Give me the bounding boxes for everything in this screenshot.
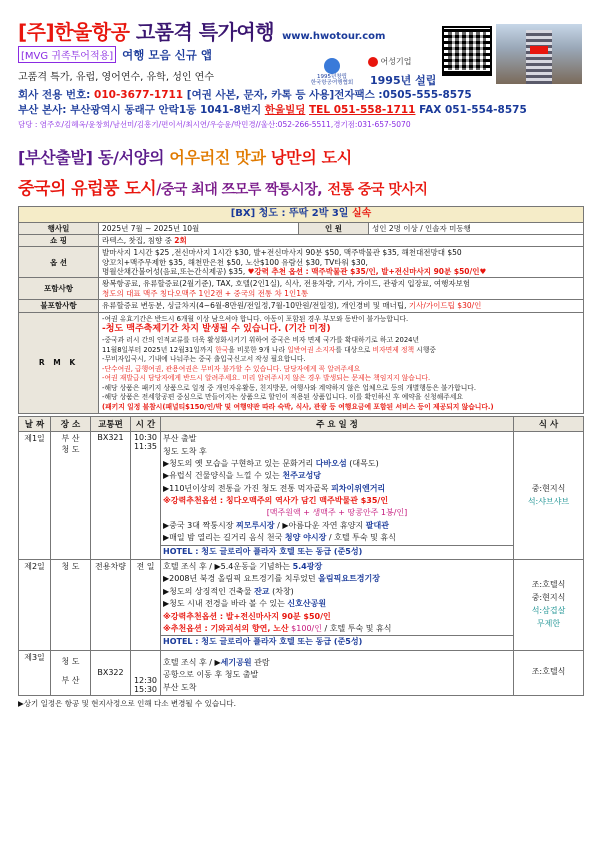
app-tagline: 여행 모음 신규 앱	[122, 47, 212, 62]
company-header	[18, 16, 584, 131]
association-logo: 1995년창립 한국항공여행협회	[302, 58, 362, 86]
address-line: 부산 본사: 부산광역시 동래구 안락1동 1041-8번지 한울빌딩 TEL 051-558-1711 FAX 051-554-8575	[18, 104, 527, 116]
shopping-value: 라텍스, 찻집, 침향 중 2회	[99, 234, 584, 246]
day-2-meals: 조:호텔식 중:현지식 석:삼겹살 무제한	[514, 560, 584, 651]
product-info-table: [BX] 청도 : 뚜딱 2박 3일 실속 행사일 2025년 7월 ~ 2025년 10월 인 원 성인 2명 이상 / 인솔자 미동행 쇼 핑 라텍스, 찻집, 침향 중 2회 옵 션 발마사지 1시간 $25 ,전신마사지 1시간 $30, 발+전신마사지 90분 $50, 맥주박물관 $35, 해천대전망대 $50 양꼬치+맥주무제한 $35, 해천만은천 $50, 노산$100 유람선 $30, TV타워 $30, 명월산채간불어성(음료,또는간식제공) $35, ♥강력 추천 옵션 : 맥주박물관 $35/인, 발+전신마사지 90분 $50/인♥ 포함사항 왕복항공료, 유류할증료(2월기준), TAX, 호텔(2인1실), 식사, 전용차량, 기사, 가이드, 관광지 입장료, 여행자보험 청도의 대표 맥주 칭다오맥주 1인2캔 + 중국의 전통 차 1인1통 불포함사항 유류할증료 변동분, 싱글차지(4~6월-8만원/전일정,7월-10만원/전일정), 개인경비 및 매너팁, 기사/가이드팁 $30/인 R M K -여권 유효기간은 반드시 6개월 이상 남으셔야 합니다. 아동이 포함된 경우 부모와 동반이 불가능합니다. -청도 맥주축제기간 차지 발생될 수 있습니다. (기간 미정) -중국과 러시 간의 인적교류를 더욱 활성화시키기 위하여 중국은 비자 면제 국가를 확대하기로 하고 2024년 11월8일부터 2025년 12월31일까지 한국을 비롯한 9개 나라 일반여권 소지자를 대상으로 비자면제 정책 시행중 -무비자입국시, 기내에 나눠주는 중국 출입국신고서 작성 필요합니다. -단수여권, 급행여권, 관용여권은 무비자 불가할 수 있습니다. 담당자에게 꼭 알려주세요 -여권 재발급시 담당자에게 반드시 알려주세요. 미리 알려주시지 않은 경우 발생되는 문제는 책임지지 않습니다. -해당 상품은 패키지 상품으로 일정 중 개인자유활동, 친지방문, 여행사와 계약하지 않은 업체으로 등의 개별행동은 불가합니다. -해당 상품은 전세항공편 중심으로 만들어지는 상품으로 할인이 적용된 상품입니다. 이를 확인하신 후 예약을 신청해주세요 (패키지 일정 불참시(패널티$150/인/박 및 여행약관 따라 숙박, 식사, 관광 등 여행요금에 포함된 서비스 등이 제공되지 않습니다.)	[18, 206, 584, 414]
website-link[interactable]: www.hwotour.com	[282, 31, 386, 42]
building-photo	[496, 24, 582, 84]
headline-2: 중국의 유럽풍 도시/중국 최대 쯔모루 짝퉁시장, 전통 중국 맛사지	[18, 179, 428, 199]
pax-value: 성인 2명 이상 / 인솔자 미동행	[369, 222, 584, 234]
association-logo-icon	[324, 58, 340, 74]
day-3-itinerary: 호텔 조식 후 / ▶세기공원 관람 공항으로 이동 후 청도 출발 부산 도착	[161, 650, 514, 695]
phone-number[interactable]: 010-3677-1711	[94, 89, 184, 101]
services-line: 고품격 특가, 유럽, 영어연수, 유학, 성인 연수	[18, 72, 215, 83]
qr-code-icon[interactable]	[442, 26, 492, 76]
schedule-footnote: ▶상기 일정은 항공 및 현지사정으로 인해 다소 변경될 수 있습니다.	[18, 698, 236, 708]
schedule-day-3: 제3일 청 도 부 산 BX322 12:30 15:30 호텔 조식 후 / ▶세기공원 관람 공항으로 이동 후 청도 출발 부산 도착 조:호텔식	[19, 650, 584, 695]
schedule-day-2: 제2일 청 도 전용차량 전 일 호텔 조식 후 / ▶5.4운동을 기념하는 5.4광장 ▶2008년 북경 올림픽 요트경기를 치루었던 올림픽요트경기장 ▶청도의 상징적인 건축물 잔교 (차창) ▶청도 시내 전경을 바라 볼 수 있는 신호산공원 ※강력추천옵션 : 발+전신마사지 90분 $50/인 ※추천옵션 : 기와괴석의 향연, 노산 $100/인 / 호텔 투숙 및 휴식 HOTEL : 청도 글로리아 플라자 호텔 또는 동급 (준5성) 조:호텔식 중:현지식 석:삼겹살 무제한	[19, 560, 584, 651]
established-year: 1995년 설립	[370, 74, 437, 87]
included-value: 왕복항공료, 유류할증료(2월기준), TAX, 호텔(2인1실), 식사, 전용차량, 기사, 가이드, 관광지 입장료, 여행자보험 청도의 대표 맥주 칭다오맥주 1인2캔 + 중국의 전통 차 1인1통	[99, 278, 584, 300]
sub-company-icon	[368, 57, 378, 67]
day-1-itinerary: 부산 출발 청도 도착 후 ▶청도의 옛 모습을 구현하고 있는 문화거리 다바오섬 (대목도) ▶유럽식 건물양식을 느낄 수 있는 천주교성당 ▶110년이상의 전통을 가진 청도 전통 먹자골목 피차이위엔거리 ※강력추천옵션 : 칭다오맥주의 역사가 담긴 맥주박물관 $35/인 [맥주원액 + 생맥주 + 땅콩안주 1봉/인] ▶중국 3대 짝퉁시장 찌모루시장 / ▶아름다운 자연 휴양지 팔대관 ▶매일 밤 열리는 길거리 음식 천국 청양 야시장 / 호텔 투숙 및 휴식 HOTEL : 청도 글로리아 플라자 호텔 또는 동급 (준5성)	[161, 432, 514, 560]
options-value: 발마사지 1시간 $25 ,전신마사지 1시간 $30, 발+전신마사지 90분 $50, 맥주박물관 $35, 해천대전망대 $50 양꼬치+맥주무제한 $35, 해천만은천 $50, 노산$100 유람선 $30, TV타워 $30, 명월산채간불어성(음료,또는간식제공) $35, ♥강력 추천 옵션 : 맥주박물관 $35/인, 발+전신마사지 90분 $50/인♥	[99, 247, 584, 278]
day-3-meals: 조:호텔식	[514, 650, 584, 695]
schedule-header-row: 날 짜 장 소 교통편 시 간 주 요 일 정 식 사	[19, 417, 584, 432]
sub-company-logo: 어성기업	[368, 56, 411, 67]
product-title: [BX] 청도 : 뚜딱 2박 3일 실속	[19, 207, 584, 223]
headline-1: [부산출발] 동/서양의 어우러진 맛과 낭만의 도시	[18, 148, 352, 167]
brand-title: [주]한울항공 고품격 특가여행	[18, 20, 275, 44]
period-value: 2025년 7월 ~ 2025년 10월	[99, 222, 299, 234]
mvg-badge: [MVG 귀족투어적용]	[18, 46, 116, 63]
phone-line: 회사 전용 번호: 010-3677-1711 [여권 사본, 문자, 카톡 등 사용]전자팩스 :0505-555-8575	[18, 89, 472, 101]
day-2-itinerary: 호텔 조식 후 / ▶5.4운동을 기념하는 5.4광장 ▶2008년 북경 올림픽 요트경기를 치루었던 올림픽요트경기장 ▶청도의 상징적인 건축물 잔교 (차창) ▶청도 시내 전경을 바라 볼 수 있는 신호산공원 ※강력추천옵션 : 발+전신마사지 90분 $50/인 ※추천옵션 : 기와괴석의 향연, 노산 $100/인 / 호텔 투숙 및 휴식 HOTEL : 청도 글로리아 플라자 호텔 또는 동급 (준5성)	[161, 560, 514, 651]
day-1-meals: 중:현지식 석:샤브샤브	[514, 432, 584, 560]
excluded-value: 유류할증료 변동분, 싱글차지(4~6월-8만원/전일정,7월-10만원/전일정), 개인경비 및 매너팁, 기사/가이드팁 $30/인	[99, 300, 584, 312]
schedule-table	[18, 416, 584, 696]
remarks-value: -여권 유효기간은 반드시 6개월 이상 남으셔야 합니다. 아동이 포함된 경우 부모와 동반이 불가능합니다. -청도 맥주축제기간 차지 발생될 수 있습니다. (기간 미정) -중국과 러시 간의 인적교류를 더욱 활성화시키기 위하여 중국은 비자 면제 국가를 확대하기로 하고 2024년 11월8일부터 2025년 12월31일까지 한국을 비롯한 9개 나라 일반여권 소지자를 대상으로 비자면제 정책 시행중 -무비자입국시, 기내에 나눠주는 중국 출입국신고서 작성 필요합니다. -단수여권, 급행여권, 관용여권은 무비자 불가할 수 있습니다. 담당자에게 꼭 알려주세요 -여권 재발급시 담당자에게 반드시 알려주세요. 미리 알려주시지 않은 경우 발생되는 문제는 책임지지 않습니다. -해당 상품은 패키지 상품으로 일정 중 개인자유활동, 친지방문, 여행사와 계약하지 않은 업체으로 등의 개별행동은 불가합니다. -해당 상품은 전세항공편 중심으로 만들어지는 상품으로 할인이 적용된 상품입니다. 이를 확인하신 후 예약을 신청해주세요 (패키지 일정 불참시(패널티$150/인/박 및 여행약관 따라 숙박, 식사, 관광 등 여행요금에 포함된 서비스 등이 제공되지 않습니다.)	[99, 312, 584, 414]
staff-line: 담당 : 염주호/김혜옥/윤창희/남선미/김흥기/편이서/최시연/우승윤/박민경//울산:052-266-5511,경기점:031-657-5070	[18, 120, 411, 129]
itinerary-page	[18, 16, 584, 709]
schedule-day-1: 제1일 부 산 청 도 BX321 10:30 11:35 부산 출발 청도 도착 후 ▶청도의 옛 모습을 구현하고 있는 문화거리 다바오섬 (대목도) ▶유럽식 건물양식을 느낄 수 있는 천주교성당 ▶110년이상의 전통을 가진 청도 전통 먹자골목 피차이위엔거리 ※강력추천옵션 : 칭다오맥주의 역사가 담긴 맥주박물관 $35/인 [맥주원액 + 생맥주 + 땅콩안주 1봉/인] ▶중국 3대 짝퉁시장 찌모루시장 / ▶아름다운 자연 휴양지 팔대관 ▶매일 밤 열리는 길거리 음식 천국 청양 야시장 / 호텔 투숙 및 휴식 HOTEL : 청도 글로리아 플라자 호텔 또는 동급 (준5성) 중:현지식 석:샤브샤브	[19, 432, 584, 560]
